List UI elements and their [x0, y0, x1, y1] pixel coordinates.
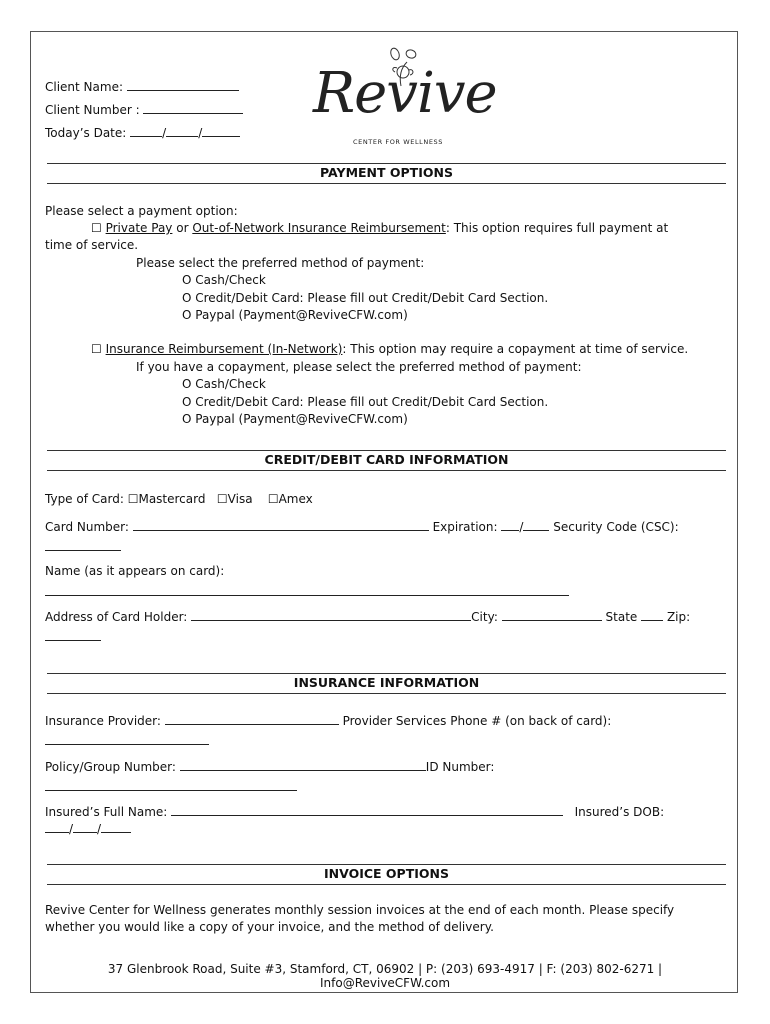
policy-label: Policy/Group Number: — [45, 760, 176, 774]
card-number-row — [45, 519, 679, 535]
option2-select-text: If you have a copayment, please select the preferred method of payment: — [136, 360, 582, 374]
card-type-row — [45, 492, 313, 507]
form-page — [30, 31, 738, 993]
city-field[interactable] — [502, 609, 602, 621]
method2-cash-check[interactable]: O Cash/Check — [182, 377, 266, 391]
date-slash: / — [162, 126, 167, 140]
state-field[interactable] — [641, 609, 663, 621]
address-field[interactable] — [191, 609, 471, 621]
dob-year-field[interactable] — [101, 821, 131, 833]
option1-select-text: Please select the preferred method of payment: — [136, 256, 425, 270]
card-info-title: CREDIT/DEBIT CARD INFORMATION — [264, 452, 509, 467]
id-number-label: ID Number: — [425, 760, 495, 774]
card-type-label: Type of Card: — [45, 492, 124, 506]
method-paypal[interactable]: O Paypal (Payment@ReviveCFW.com) — [182, 308, 408, 322]
provider-phone-field[interactable] — [45, 744, 209, 745]
revive-logo — [313, 44, 497, 150]
dob-day-field[interactable] — [73, 821, 97, 833]
dob-month-field[interactable] — [45, 821, 69, 833]
card-address-row — [45, 609, 690, 625]
invoice-options-header — [47, 864, 726, 885]
card-number-field[interactable] — [133, 519, 429, 531]
todays-date-row — [45, 125, 240, 141]
todays-date-label: Today’s Date: — [45, 126, 127, 140]
method-cash-check[interactable]: O Cash/Check — [182, 273, 266, 287]
footer-address: 37 Glenbrook Road, Suite #3, Stamford, CT, 06902 | P: (203) 693-4917 | F: (203) 802-6271 | — [107, 962, 663, 976]
dob-slash: / — [97, 822, 102, 836]
option2-description: : This option may require a copayment at time of service. — [342, 342, 689, 356]
date-day-field[interactable] — [166, 125, 198, 137]
payment-options-header — [47, 163, 726, 184]
insured-name-label: Insured’s Full Name: — [45, 805, 168, 819]
card-name-label: Name (as it appears on card): — [45, 564, 225, 578]
client-number-row — [45, 102, 243, 118]
client-name-row — [45, 79, 239, 95]
policy-field[interactable] — [180, 759, 426, 771]
exp-month-field[interactable] — [501, 519, 519, 531]
exp-year-field[interactable] — [523, 519, 549, 531]
date-slash: / — [198, 126, 203, 140]
card-name-field[interactable] — [45, 595, 569, 596]
option1-description: : This option requires full payment at — [445, 221, 669, 235]
private-pay-label: Private Pay — [105, 221, 173, 235]
insured-name-field[interactable] — [171, 804, 563, 816]
expiration-label: Expiration: — [432, 520, 498, 534]
or-text: or — [172, 221, 193, 235]
payment-options-title: PAYMENT OPTIONS — [320, 165, 453, 180]
card-type-visa[interactable]: ☐Visa — [216, 492, 253, 506]
zip-label: Zip: — [666, 610, 691, 624]
footer-email: Info@ReviveCFW.com — [319, 976, 451, 990]
insurance-provider-field[interactable] — [165, 713, 339, 725]
date-year-field[interactable] — [202, 125, 240, 137]
dob-slash: / — [69, 822, 74, 836]
insured-row — [45, 804, 664, 820]
insured-dob-row — [45, 821, 131, 837]
insurance-provider-row — [45, 713, 611, 729]
card-type-mastercard[interactable]: ☐Mastercard — [127, 492, 206, 506]
card-number-label: Card Number: — [45, 520, 129, 534]
policy-row — [45, 759, 494, 775]
client-number-field[interactable] — [143, 102, 243, 114]
method2-paypal[interactable]: O Paypal (Payment@ReviveCFW.com) — [182, 412, 408, 426]
state-label: State — [605, 610, 638, 624]
provider-phone-label: Provider Services Phone # (on back of card): — [342, 714, 612, 728]
option1-continuation: time of service. — [45, 238, 139, 252]
out-of-network-label: Out-of-Network Insurance Reimbursement — [192, 221, 446, 235]
address-label: Address of Card Holder: — [45, 610, 188, 624]
option-in-network — [91, 342, 688, 357]
private-pay-checkbox[interactable]: ☐ — [91, 221, 102, 235]
insurance-info-header — [47, 673, 726, 694]
csc-label: Security Code (CSC): — [553, 520, 679, 534]
method2-credit-debit[interactable]: O Credit/Debit Card: Please fill out Credit/Debit Card Section. — [182, 395, 549, 409]
csc-field[interactable] — [45, 550, 121, 551]
logo-wordmark: Revive — [313, 61, 497, 126]
payment-intro: Please select a payment option: — [45, 204, 238, 218]
city-label: City: — [471, 610, 498, 624]
option-private-pay — [91, 221, 668, 236]
method-credit-debit[interactable]: O Credit/Debit Card: Please fill out Credit/Debit Card Section. — [182, 291, 549, 305]
card-type-amex[interactable]: ☐Amex — [267, 492, 313, 506]
insurance-provider-label: Insurance Provider: — [45, 714, 161, 728]
insured-dob-label: Insured’s DOB: — [574, 805, 665, 819]
id-number-field[interactable] — [45, 790, 297, 791]
in-network-checkbox[interactable]: ☐ — [91, 342, 102, 356]
insurance-info-title: INSURANCE INFORMATION — [293, 675, 480, 690]
client-name-label: Client Name: — [45, 80, 123, 94]
invoice-text-line1: Revive Center for Wellness generates monthly session invoices at the end of each month. Please specify — [45, 903, 675, 917]
client-number-label: Client Number : — [45, 103, 140, 117]
logo-subtitle: CENTER FOR WELLNESS — [353, 138, 444, 146]
invoice-options-title: INVOICE OPTIONS — [324, 866, 449, 881]
client-name-field[interactable] — [127, 79, 239, 91]
date-month-field[interactable] — [130, 125, 162, 137]
invoice-text-line2: whether you would like a copy of your invoice, and the method of delivery. — [45, 920, 494, 934]
zip-field[interactable] — [45, 640, 101, 641]
exp-slash: / — [519, 520, 524, 534]
in-network-label: Insurance Reimbursement (In-Network) — [105, 342, 343, 356]
card-info-header — [47, 450, 726, 471]
